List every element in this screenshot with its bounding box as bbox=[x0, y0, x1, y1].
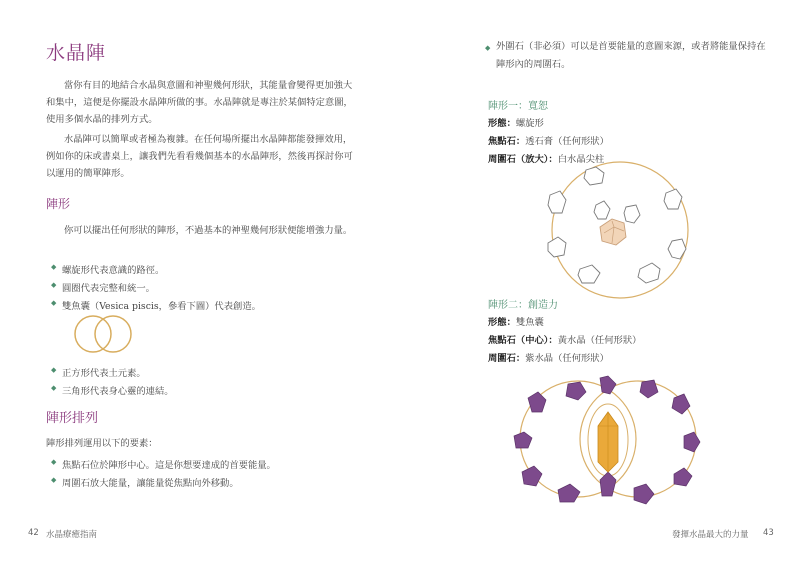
arrangement-paragraph: 陣形排列運用以下的要素： bbox=[46, 438, 158, 449]
shape-item-triangle: ◆ 三角形代表身心靈的連結。 bbox=[62, 383, 174, 397]
vesica-piscis-diagram bbox=[68, 312, 138, 356]
section-heading-formations: 陣形 bbox=[46, 197, 71, 211]
grid2-form: 形態：雙魚囊 bbox=[488, 317, 544, 328]
vesica-grid-diagram bbox=[508, 376, 708, 506]
element-item-surround: ◆ 周圍石放大能量，讓能量從焦點向外移動。 bbox=[62, 475, 239, 489]
intro-paragraph-2: 水晶陣可以簡單或者極為複雜。在任何場所擺出水晶陣都能發揮效用，例如你的床或書桌上，讓我們先看看幾個基本的水晶陣形，然後再探討你可以運用的簡單陣形。 bbox=[46, 134, 353, 179]
grid1-heading: 陣形一：寬恕 bbox=[488, 101, 548, 112]
grid1-form: 形態：螺旋形 bbox=[488, 118, 544, 129]
grid1-surround: 周圍石（放大）：白水晶尖柱 bbox=[488, 154, 605, 165]
shape-item-vesica: ◆ 雙魚囊（Vesica piscis，參看下圖）代表創造。 bbox=[62, 298, 261, 312]
footer-page-number: 42 bbox=[28, 528, 39, 538]
shape-item-circle: ◆ 圓圈代表完整和統一。 bbox=[62, 280, 155, 294]
shape-item-spiral: ◆ 螺旋形代表意識的路徑。 bbox=[62, 262, 164, 276]
grid2-focus: 焦點石（中心）：黃水晶（任何形狀） bbox=[488, 335, 642, 346]
footer-page-number-right: 43 bbox=[763, 528, 774, 538]
footer-chapter-title: 發揮水晶最大的力量 bbox=[672, 530, 749, 540]
formations-paragraph: 你可以擺出任何形狀的陣形，不過基本的神聖幾何形狀便能增強力量。 bbox=[64, 225, 353, 236]
grid1-focus: 焦點石：透石膏（任何形狀） bbox=[488, 136, 609, 147]
spiral-grid-diagram bbox=[540, 165, 700, 295]
page-title: 水晶陣 bbox=[46, 42, 107, 64]
section-heading-arrangement: 陣形排列 bbox=[46, 411, 99, 426]
left-page bbox=[0, 0, 399, 566]
outer-stone-item: ◆ 外圍石（非必須）可以是首要能量的意圖來源，或者將能量保持在陣形內的周圍石。 bbox=[496, 38, 766, 74]
right-page bbox=[400, 0, 799, 566]
footer-book-title: 水晶療癒指南 bbox=[46, 530, 98, 540]
shape-item-square: ◆ 正方形代表土元素。 bbox=[62, 365, 146, 379]
element-item-focus: ◆ 焦點石位於陣形中心。這是你想要達成的首要能量。 bbox=[62, 457, 276, 471]
grid2-heading: 陣形二：創造力 bbox=[488, 300, 558, 311]
intro-paragraph-1: 當你有目的地結合水晶與意圖和神聖幾何形狀，其能量會變得更加強大和集中，這便是你擺設水晶陣所做的事。水晶陣就是專注於某個特定意圖，使用多個水晶的排列方式。 bbox=[46, 80, 353, 125]
grid2-surround: 周圍石：紫水晶（任何形狀） bbox=[488, 353, 609, 364]
